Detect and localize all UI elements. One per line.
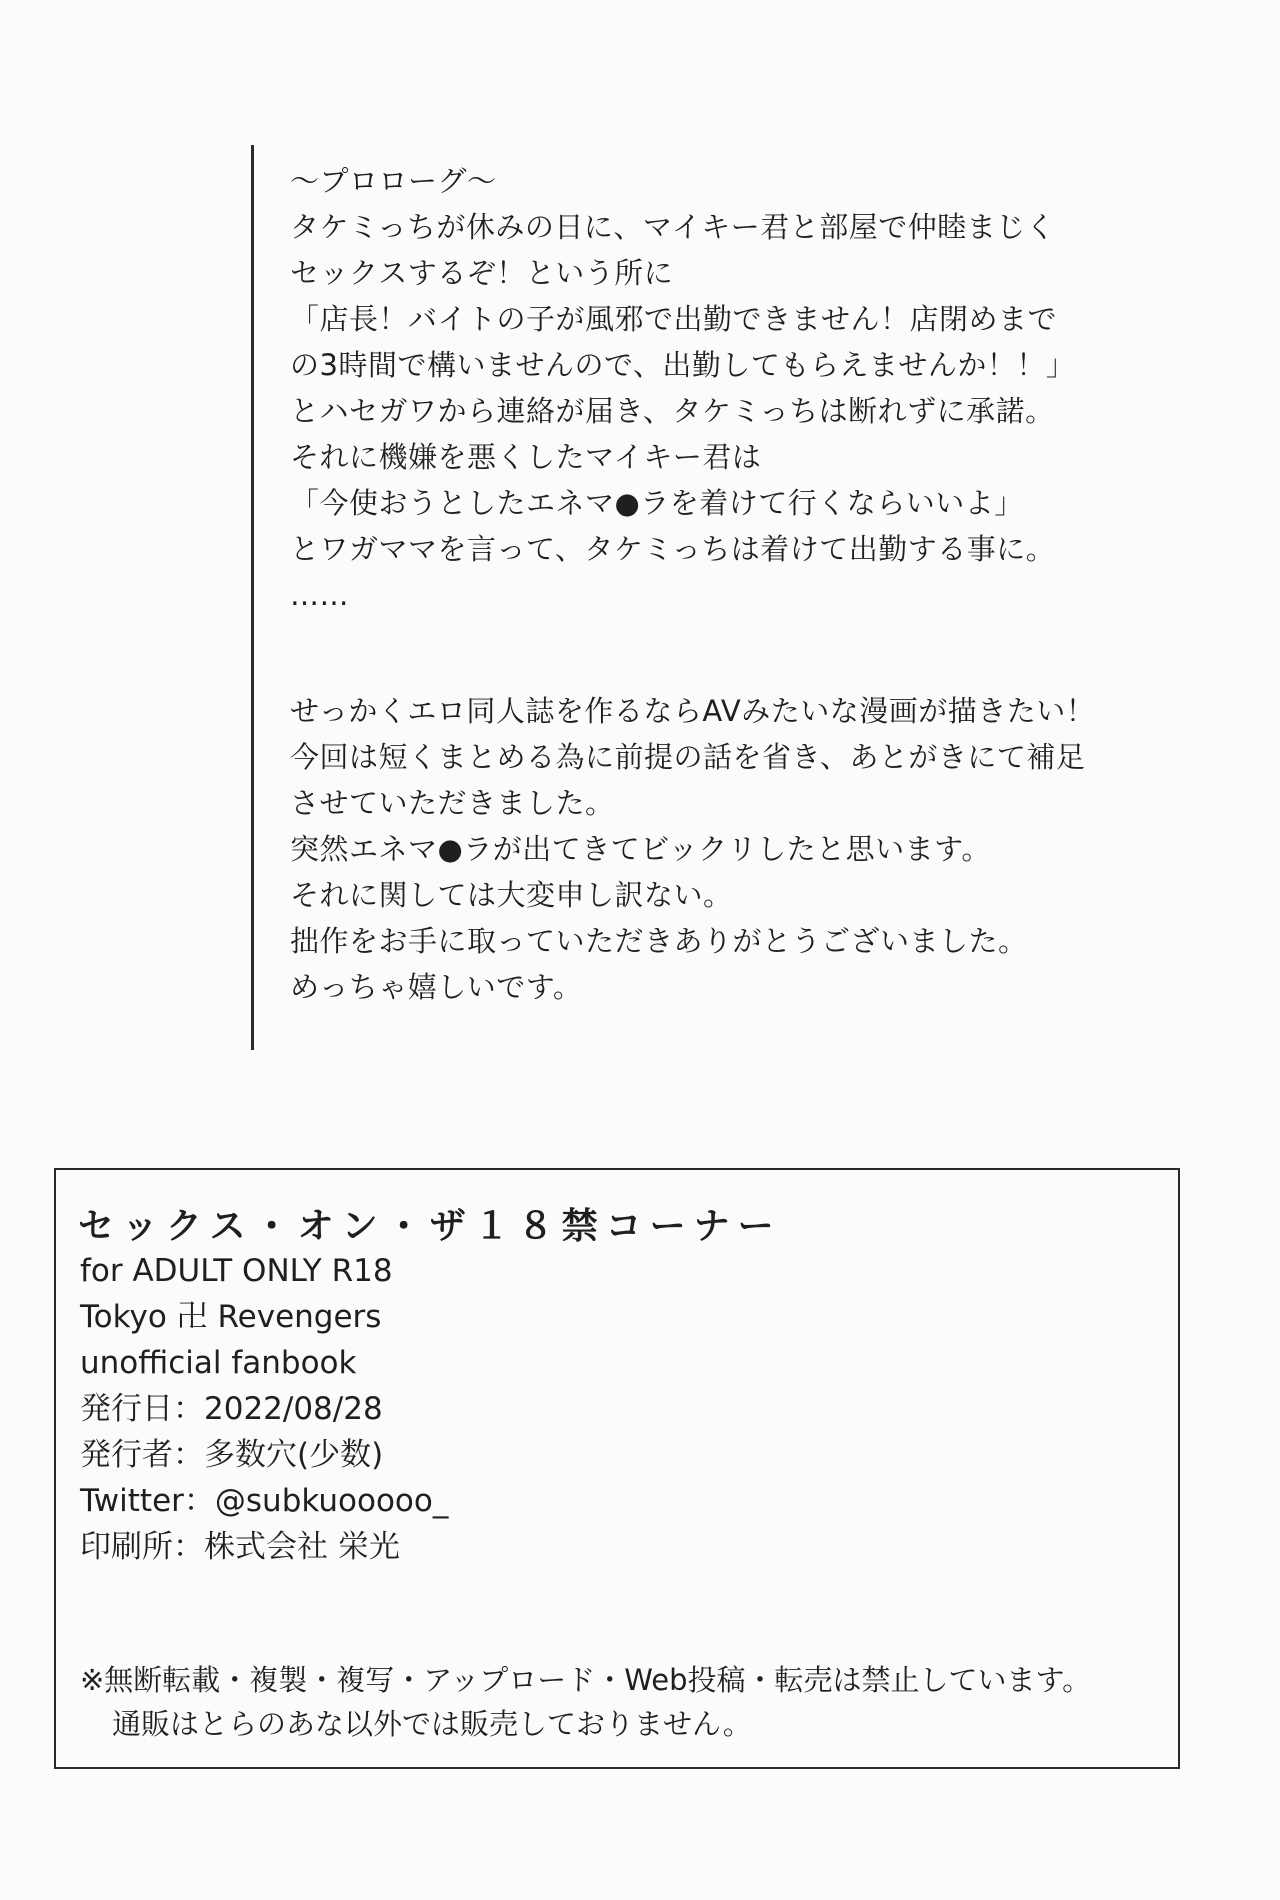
twitter-handle: Twitter：@subkuooooo_ — [80, 1483, 449, 1519]
series-line: Tokyo 卍 Revengers — [80, 1299, 382, 1335]
prologue-line: 「今使おうとしたエネマ●ラを着けて行くならいいよ」 — [290, 486, 1024, 520]
publisher: 発行者：多数穴(少数) — [80, 1437, 384, 1473]
printer: 印刷所：株式会社 栄光 — [80, 1529, 400, 1565]
prologue-line: の3時間で構いませんので、出勤してもらえませんか！！」 — [290, 348, 1076, 382]
publish-date: 発行日：2022/08/28 — [80, 1391, 383, 1427]
afterword-line: 今回は短くまとめる為に前提の話を省き、あとがきにて補足 — [290, 740, 1086, 774]
prologue-ellipsis: …… — [290, 578, 349, 612]
afterword-line: 拙作をお手に取っていただきありがとうございました。 — [290, 924, 1028, 958]
prologue-divider — [251, 145, 254, 1050]
afterword-line: せっかくエロ同人誌を作るならAVみたいな漫画が描きたい！ — [290, 694, 1096, 728]
prologue-line: とハセガワから連絡が届き、タケミっちは断れずに承諾。 — [290, 394, 1055, 428]
prologue-line: とワガママを言って、タケミっちは着けて出勤する事に。 — [290, 532, 1056, 566]
colophon-box — [54, 1168, 1180, 1769]
afterword-line: めっちゃ嬉しいです。 — [290, 970, 583, 1004]
prologue-line: タケミっちが休みの日に、マイキー君と部屋で仲睦まじく — [290, 210, 1056, 244]
afterword-line: させていただきました。 — [290, 786, 615, 820]
copyright-notice — [80, 1658, 1091, 1746]
notice-line: ※無断転載・複製・複写・アップロード・Web投稿・転売は禁止しています。 — [80, 1663, 1092, 1697]
prologue-line: 「店長！バイトの子が風邪で出勤できません！店閉めまで — [290, 302, 1058, 336]
prologue-line: それに機嫌を悪くしたマイキー君は — [290, 440, 762, 474]
fanbook-line: unofficial fanbook — [80, 1345, 357, 1381]
afterword-line: 突然エネマ●ラが出てきてビックリしたと思います。 — [290, 832, 991, 866]
afterword-line: それに関しては大変申し訳ない。 — [290, 878, 733, 912]
prologue-heading: 〜プロローグ〜 — [290, 164, 497, 198]
rating-line: for ADULT ONLY R18 — [80, 1253, 393, 1289]
colophon-title: セックス・オン・ザ１８禁コーナー — [78, 1205, 782, 1247]
prologue-section — [290, 158, 1190, 1010]
colophon-details — [80, 1248, 448, 1570]
notice-line: 通販はとらのあな以外では販売しておりません。 — [112, 1707, 752, 1741]
prologue-line: セックスするぞ！という所に — [290, 256, 674, 290]
